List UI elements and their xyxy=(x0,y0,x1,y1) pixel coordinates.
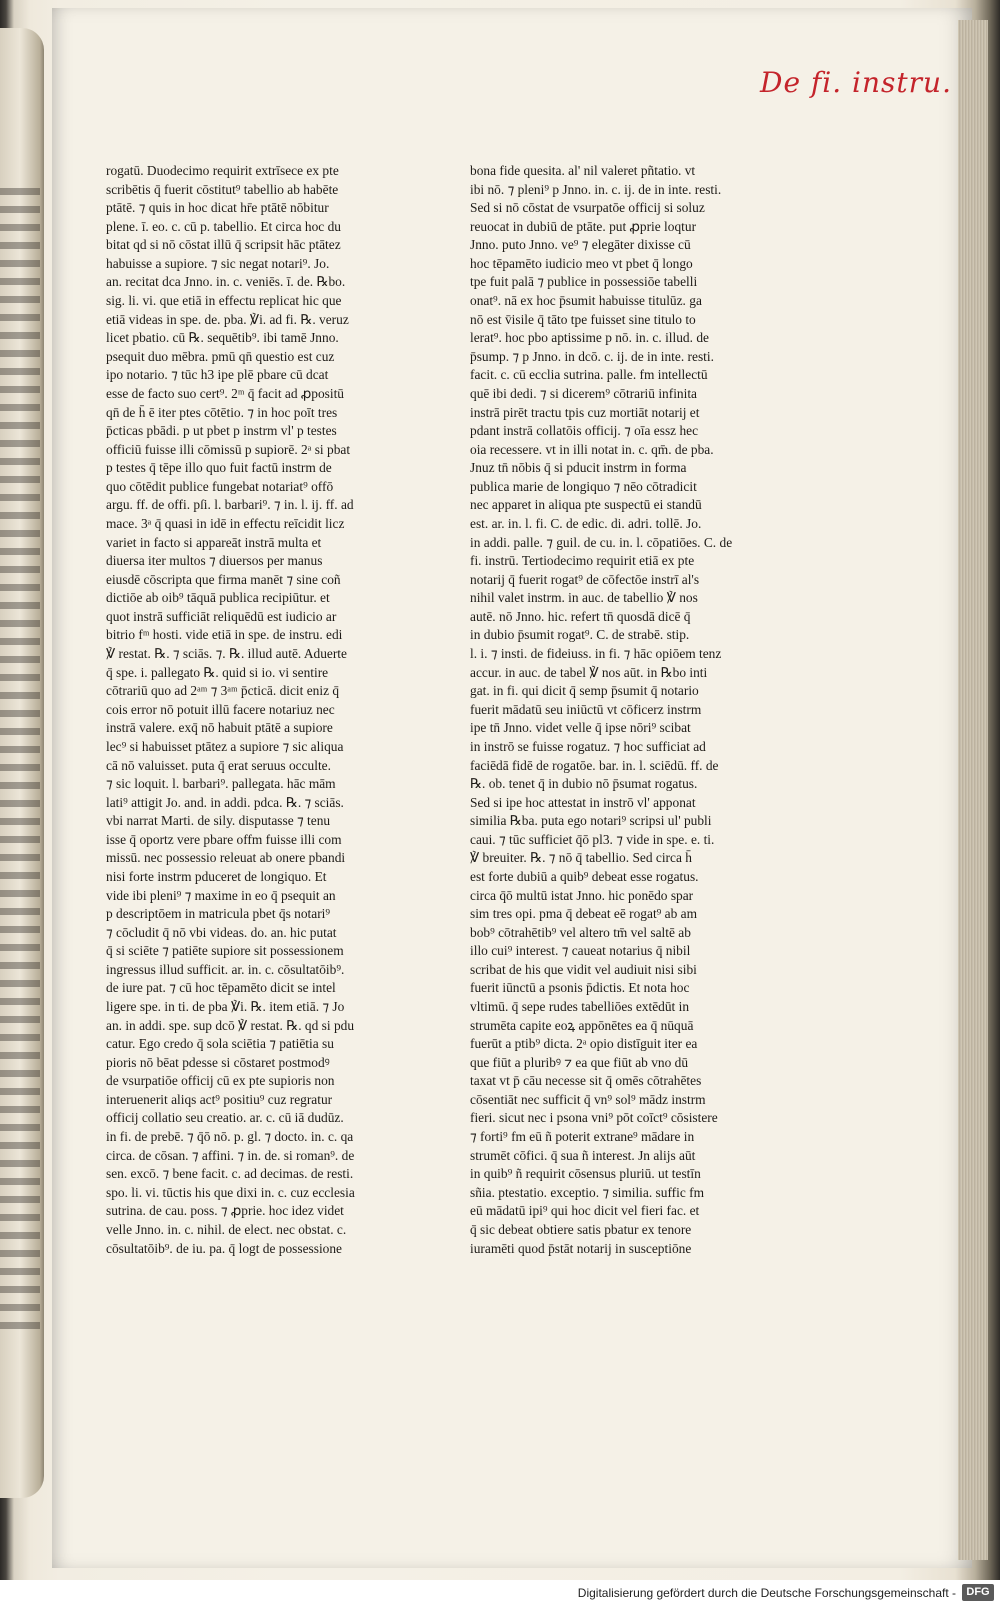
text-line: publica marie de longiquo ⁊ nēo cōtradicit xyxy=(470,478,697,494)
text-line: ⁊ sic loquit. l. barbari⁹. pallegata. hāc mām xyxy=(106,776,336,792)
text-line: ℞. ob. tenet q̄ in dubio nō p̄sumat rogatus. xyxy=(470,776,698,792)
text-line: lec⁹ si habuisset ptātez a supiore ⁊ sic aliqua xyxy=(106,738,344,754)
text-line: hoc tēpamēto iudicio meo vt pbet q̄ longo xyxy=(470,255,693,271)
text-line: cā nō valuisset. puta q̄ erat seruus occulte. xyxy=(106,757,331,773)
text-line: sen. excō. ⁊ bene facit. c. ad decimas. de resti. xyxy=(106,1166,354,1182)
running-heading: De fi. instru. xyxy=(760,66,952,99)
text-line: gat. in fi. qui dicit q̄ semp p̄sumit q̄ notario xyxy=(470,683,699,699)
text-line: dictiōe ab oib⁹ tāquā publica recipiūtur. et xyxy=(106,590,330,606)
text-line: fuerit iūnctū a psonis p̄dictis. Et nota hoc xyxy=(470,980,690,996)
text-line: q̄ sic debeat obtiere satis pbatur ex tenore xyxy=(470,1221,692,1237)
text-line: similia ℞ba. puta ego notari⁹ scripsi ul' publi xyxy=(470,813,712,829)
text-line: strumēta capite eoꝝ appōnētes ea q̄ nūquā xyxy=(470,1017,694,1033)
text-line: fuerit mādatū seu iniūctū vt cōficerz instrm xyxy=(470,701,702,717)
text-line: faciēdā fidē de rogatōe. bar. in. l. sciēdū. ff. de xyxy=(470,757,719,773)
text-line: quē ibi dedi. ⁊ si dicerem⁹ cōtrariū infinita xyxy=(470,385,697,401)
text-line: ⁊ cōcludit q̄ nō vbi videas. do. an. hic putat xyxy=(106,924,337,940)
text-line: an. in addi. spe. sup dcō ℣ restat. ℞. qd si pdu xyxy=(106,1017,355,1033)
text-line: etiā videas in spe. de. pba. ℣i. ad fi. ℞. veruz xyxy=(106,311,349,327)
text-line: de vsurpatiōe officij cū ex pte supioris non xyxy=(106,1073,335,1089)
text-line: habuisse a supiore. ⁊ sic negat notari⁹. Jo. xyxy=(106,255,330,271)
text-line: isse q̄ oportz vere pbare offm fuisse illi com xyxy=(106,831,342,847)
text-line: de iure pat. ⁊ cū hoc tēpamēto dicit se intel xyxy=(106,980,336,996)
text-line: ℣ breuiter. ℞. ⁊ nō q̄ tabellio. Sed circa h̄ xyxy=(470,850,692,866)
text-line: q̄ spe. i. pallegato ℞. quid si io. vi sentire xyxy=(106,664,329,680)
text-line: nec apparet in aliqua pte suspectū ei standū xyxy=(470,497,702,513)
text-line: bob⁹ cōtrahētib⁹ vel altero tm̄ vel saltē ab xyxy=(470,924,691,940)
text-line: strumēt cōfici. q̄ sua ñ interest. Jn alijs aūt xyxy=(470,1147,696,1163)
text-line: cōsentiāt nec sufficit q̄ vn⁹ sol⁹ mādz instrm xyxy=(470,1091,706,1107)
text-line: onat⁹. nā ex hoc p̄sumit habuisse titulūz. ga xyxy=(470,293,702,309)
text-line: rogatū. Duodecimo requirit extrīsece ex pte xyxy=(106,163,339,178)
text-line: Sed si ipe hoc attestat in instrō vl' apponat xyxy=(470,794,696,810)
text-line: cōtrariū quo ad 2ᵃᵐ ⁊ 3ᵃᵐ p̄cticā. dicit eniz q̄ xyxy=(106,683,340,699)
text-line: ptātē. ⁊ quis in hoc dicat hr̄e ptātē nōbitur xyxy=(106,200,329,216)
text-line: eū mādatū ipi⁹ qui hoc dicit vel fieri fac. et xyxy=(470,1203,700,1219)
text-line: ℣ restat. ℞. ⁊ sciās. ⁊. ℞. illud autē. Aduerte xyxy=(106,646,347,662)
text-line: instrā pirēt tractu tpis cuz mortiāt notarij et xyxy=(470,404,700,420)
text-line: que fiūt a pluribꝰ ⁊ ea que fiūt ab vno dū xyxy=(470,1054,689,1070)
text-line: cois error nō potuit illū facere notariuz nec xyxy=(106,701,335,717)
footer-bar xyxy=(0,1580,1000,1607)
text-line: ⁊ forti⁹ fm eū ñ poterit extrane⁹ mādare in xyxy=(470,1129,695,1145)
text-line: interuenerit aliqs act⁹ positiu⁹ cuz regratur xyxy=(106,1091,333,1107)
text-line: esse de facto suo cert⁹. 2ᵐ q̄ facit ad ꝓpositū xyxy=(106,385,344,401)
text-line: vide ibi pleni⁹ ⁊ maxime in eo q̄ psequit an xyxy=(106,887,336,903)
text-line: Jnno. puto Jnno. ve⁹ ⁊ elegāter dixisse cū xyxy=(470,237,691,253)
text-line: spo. li. vi. tūctis his que dixi in. c. cuz ecclesia xyxy=(106,1184,355,1200)
text-line: p̄sump. ⁊ p Jnno. in dcō. c. ij. de in inte. resti. xyxy=(470,348,714,364)
text-line: ingressus illud sufficit. ar. in. c. cōsultatōib⁹. xyxy=(106,961,345,977)
text-line: mace. 3ᵃ q̄ quasi in idē in effectu reīcidit licz xyxy=(106,515,345,531)
text-line: p descriptōem in matricula pbet q̄s notari⁹ xyxy=(106,906,331,922)
text-line: sutrina. de cau. poss. ⁊ ꝓprie. hoc idez videt xyxy=(106,1203,344,1219)
text-line: sim tres opi. pma q̄ debeat eē rogat⁹ ab am xyxy=(470,906,698,922)
text-line: scribētis q̄ fuerit cōstitut⁹ tabellio ab habēte xyxy=(106,181,339,197)
text-line: instrā valere. exq̄ nō habuit ptātē a supiore xyxy=(106,720,333,736)
text-line: est forte dubiū a quib⁹ debeat esse rogatus. xyxy=(470,868,699,884)
text-line: in addi. palle. ⁊ guil. de cu. in. l. cōpatiōes. C. de xyxy=(470,534,733,550)
text-line: quo cōtēdit publice fungebat notariat⁹ offō xyxy=(106,478,334,494)
text-line: circa. de cōsan. ⁊ affini. ⁊ in. de. si roman⁹. de xyxy=(106,1147,355,1163)
text-line: circa q̄ō multū istat Jnno. hic ponēdo spar xyxy=(470,887,694,903)
text-line: fieri. sicut nec i psona vni⁹ pōt coīct⁹ cōsistere xyxy=(470,1110,718,1126)
footer-credit: Digitalisierung gefördert durch die Deutsche Forschungsgemeinschaft - xyxy=(577,1586,956,1600)
text-line: notarij q̄ fuerit rogat⁹ de cōfectōe instrī al's xyxy=(470,571,700,587)
text-line: nō est v̄isile q̄ tāto tpe fuisset sine titulo to xyxy=(470,311,696,327)
text-line: argu. ff. de offi. pſi. l. barbari⁹. ⁊ in. l. ij. ff. ad xyxy=(106,497,354,513)
text-line: vbi narrat Marti. de sily. disputasse ⁊ tenu xyxy=(106,813,331,829)
text-line: cōsultatōib⁹. de iu. pa. q̄ logt de possessione xyxy=(106,1240,342,1256)
dfg-logo: DFG xyxy=(962,1584,994,1601)
text-line: psequit duo mēbra. pmū qn̄ questio est cuz xyxy=(106,348,335,364)
text-line: illo cui⁹ interest. ⁊ caueat notarius q̄ nibil xyxy=(470,943,691,959)
text-line: plene. ī. eo. c. cū p. tabellio. Et circa hoc du xyxy=(106,218,341,234)
text-line: sig. li. vi. que etiā in effectu replicat hic que xyxy=(106,293,342,309)
text-line: in instrō se fuisse rogatuz. ⁊ hoc sufficiat ad xyxy=(470,738,706,754)
text-line: in fi. de prebē. ⁊ q̄ō nō. p. gl. ⁊ docto. in. c. qa xyxy=(106,1129,354,1145)
text-line: fi. instrū. Tertiodecimo requirit etiā ex pte xyxy=(470,553,695,569)
text-line: vltimū. q̄ sepe rudes tabelliōes extēdūt in xyxy=(470,999,690,1015)
facing-page-text xyxy=(0,188,40,1338)
text-line: an. recitat dca Jnno. in. c. veniēs. ī. de. ℞bo. xyxy=(106,274,346,290)
text-line: qn̄ de h̄ ē iter ptes cōtētio. ⁊ in hoc poīt tres xyxy=(106,404,338,420)
text-line: missū. nec possessio releuat ab onere pbandi xyxy=(106,850,346,866)
text-line: Jnuz tn̄ nōbis q̄ si pducit instrm in forma xyxy=(470,460,687,476)
text-line: pioris nō bēat pdesse si cōstaret postmodꝰ xyxy=(106,1054,330,1070)
text-line: est. ar. in. l. fi. C. de edic. di. adri. tollē. Jo. xyxy=(470,515,702,531)
text-line: catur. Ego credo q̄ sola sciētia ⁊ patiētia su xyxy=(106,1036,334,1052)
text-line: ligere spe. in ti. de pba ℣i. ℞. item etiā. ⁊ Jo xyxy=(106,999,345,1015)
text-line: Sed si nō cōstat de vsurpatōe officij si soluz xyxy=(470,200,705,216)
text-line: p̄cticas pbādi. p ut pbet p instrm vl' p testes xyxy=(106,423,337,439)
text-line: in dubio p̄sumit rogat⁹. C. de strabē. stip. xyxy=(470,627,690,643)
text-line: bona fide quesita. al' nil valeret pñtatio. vt xyxy=(470,163,696,178)
text-line: facit. c. cū ecclia sutrina. palle. fm intellectū xyxy=(470,367,708,383)
text-line: velle Jnno. in. c. nihil. de elect. nec obstat. c. xyxy=(106,1221,347,1237)
text-line: lerat⁹. hoc pbo aptissime p nō. in. c. illud. de xyxy=(470,330,709,346)
text-line: q̄ si sciēte ⁊ patiēte supiore sit possessionem xyxy=(106,943,344,959)
page-edges xyxy=(958,20,988,1560)
text-line: nisi forte instrm pduceret de longiquo. Et xyxy=(106,868,327,884)
text-line: ipe tn̄ Jnno. videt velle q̄ ipse nōri⁹ scibat xyxy=(470,720,691,736)
text-line: licet pbatio. cū ℞. sequētib⁹. ibi tamē Jnno. xyxy=(106,330,339,346)
text-line: scribat de his que vidit vel audiuit nisi sibi xyxy=(470,961,697,977)
text-line: caui. ⁊ tūc sufficiet q̄ō pl3. ⁊ vide in spe. e. ti. xyxy=(470,831,715,847)
text-line: p testes q̄ tēpe illo quo fuit factū instrm de xyxy=(106,460,332,476)
left-text-column xyxy=(106,162,396,1258)
text-line: quot instrā sufficiāt reliquēdū est iudicio ar xyxy=(106,608,337,624)
text-line: nihil valet instrm. in auc. de tabellio ℣ nos xyxy=(470,590,698,606)
right-text-column xyxy=(470,162,760,1258)
text-line: lati⁹ attigit Jo. and. in addi. pdca. ℞. ⁊ sciās. xyxy=(106,794,344,810)
text-line: tpe fuit palā ⁊ publice in possessiōe tabelli xyxy=(470,274,698,290)
text-line: bitrio fᵐ hosti. vide etiā in spe. de instru. edi xyxy=(106,627,343,643)
text-line: pdant instrā collatōis officij. ⁊ oīa essz hec xyxy=(470,423,699,439)
text-line: in quib⁹ ñ requirit cōsensus pluriū. ut testīn xyxy=(470,1166,701,1182)
text-line: ibi nō. ⁊ pleni⁹ p Jnno. in. c. ij. de in inte. resti. xyxy=(470,181,722,197)
text-line: eiusdē cōscripta que firma manēt ⁊ sine coñ xyxy=(106,571,341,587)
text-line: variet in facto si appareāt instrā multa et xyxy=(106,534,322,550)
text-line: iuramēti quod p̄stāt notarij in susceptiōne xyxy=(470,1240,692,1256)
text-line: bitat qd si nō cōstat illū q̄ scripsit hāc ptātez xyxy=(106,237,341,253)
text-line: reuocat in dubiū de ptāte. put ꝓprie loqtur xyxy=(470,218,697,234)
text-line: taxat vt p̄ cāu necesse sit q̄ omēs cōtrahētes xyxy=(470,1073,702,1089)
text-line: diuersa iter multos ⁊ diuersos per manus xyxy=(106,553,323,569)
text-line: officij collatio seu creatio. ar. c. cū iā dudūz. xyxy=(106,1110,344,1126)
text-line: sñia. ptestatio. exceptio. ⁊ similia. suffic fm xyxy=(470,1184,705,1200)
text-line: autē. nō Jnno. hic. refert tn̄ quosdā dicē q̄ xyxy=(470,608,691,624)
text-line: oia recessere. vt in illi notat in. c. qm̄. de pba. xyxy=(470,441,714,457)
text-line: accur. in auc. de tabel ℣ nos aūt. in ℞bo inti xyxy=(470,664,708,680)
facing-page-edge xyxy=(0,28,44,1498)
text-line: ipo notario. ⁊ tūc h3 ipe plē pbare cū dcat xyxy=(106,367,329,383)
text-line: l. i. ⁊ insti. de fideiuss. in fi. ⁊ hāc opiōem tenz xyxy=(470,646,722,662)
text-line: officiū fuisse illi cōmissū p supiorē. 2ᵃ si pbat xyxy=(106,441,351,457)
text-line: fuerūt a ptib⁹ dicta. 2ᵃ opio distīguit iter ea xyxy=(470,1036,698,1052)
